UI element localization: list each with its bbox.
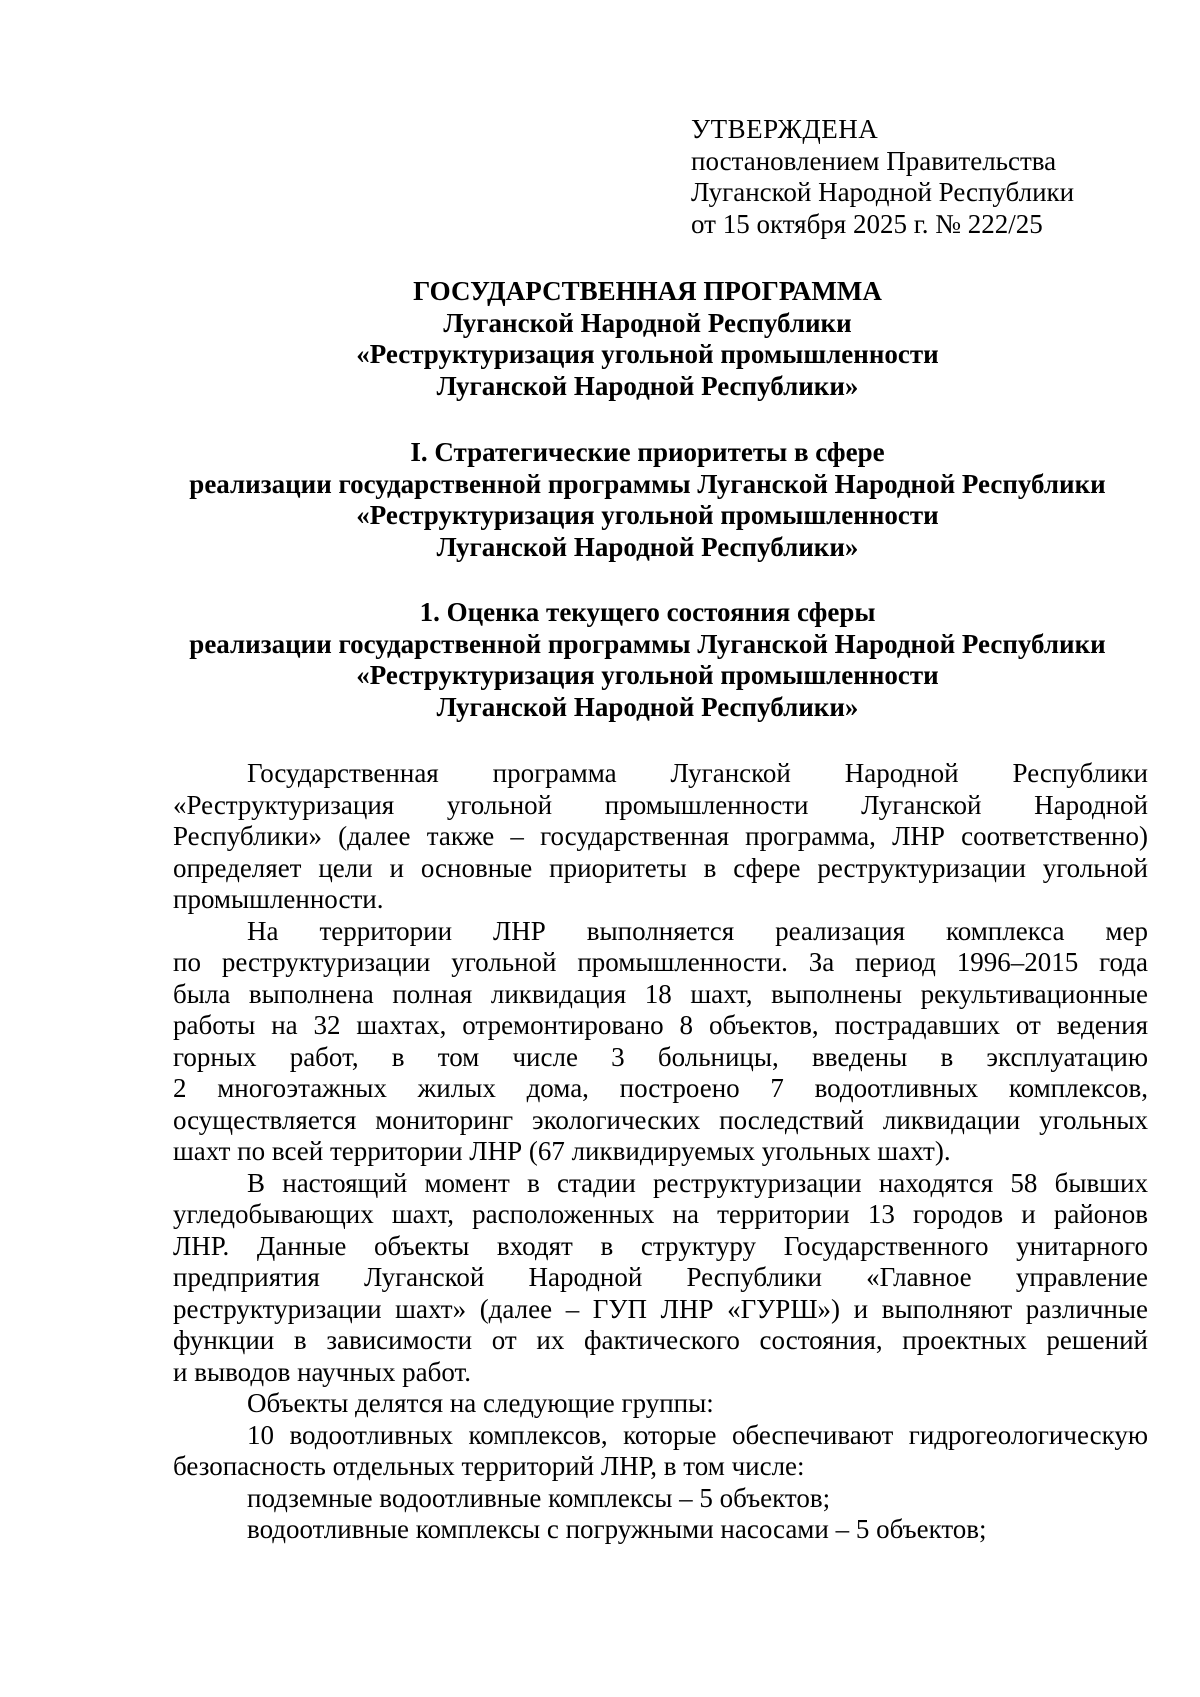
section-title-line: реализации государственной программы Луганской Народной Республики: [189, 468, 1106, 499]
approval-line: постановлением Правительства: [691, 145, 1057, 176]
text-line: угледобывающих шахт, расположенных на территории 13 городов и районов: [173, 1199, 1148, 1229]
text-line: горных работ, в том числе 3 больницы, введены в эксплуатацию: [173, 1041, 1148, 1072]
text-line: Объекты делятся на следующие группы:: [247, 1388, 714, 1418]
text-line: В настоящий момент в стадии реструктуризации находятся 58 бывших: [247, 1167, 1148, 1198]
subsection-title-line: Луганской Народной Республики»: [436, 691, 859, 722]
list-item: [173, 1483, 1148, 1515]
program-title-line: «Реструктуризация угольной промышленности: [356, 339, 939, 369]
subsection-title: [160, 597, 1135, 723]
text-line: осуществляется мониторинг экологических последствий ликвидации угольных: [173, 1104, 1148, 1135]
subsection-title-line: реализации государственной программы Луганской Народной Республики: [189, 628, 1106, 659]
text-line: реструктуризации шахт» (далее – ГУП ЛНР «ГУРШ») и выполняют различные: [173, 1293, 1148, 1324]
program-title-line: ГОСУДАРСТВЕННАЯ ПРОГРАММА: [413, 276, 882, 306]
text-line: определяет цели и основные приоритеты в сфере реструктуризации угольной: [173, 852, 1148, 883]
body-text: [173, 758, 1148, 1546]
paragraph: [173, 1168, 1148, 1389]
text-line: 10 водоотливных комплексов, которые обеспечивают гидрогеологическую: [247, 1419, 1148, 1450]
text-line: промышленности.: [173, 884, 384, 914]
section-title-line: Луганской Народной Республики»: [436, 531, 859, 562]
section-title-line: I. Стратегические приоритеты в сфере: [410, 437, 885, 467]
approval-line: Луганской Народной Республики: [691, 177, 1075, 207]
section-title-line: «Реструктуризация угольной промышленности: [356, 500, 939, 530]
text-line: ЛНР. Данные объекты входят в структуру Государственного унитарного: [173, 1230, 1148, 1261]
text-line: «Реструктуризация угольной промышленности Луганской Народной: [173, 789, 1148, 820]
section-title: [160, 437, 1135, 563]
text-line: по реструктуризации угольной промышленности. За период 1996–2015 года: [173, 947, 1148, 977]
paragraph: [173, 1388, 1148, 1420]
program-title-line: Луганской Народной Республики: [443, 307, 852, 338]
paragraph: [173, 1420, 1148, 1483]
text-line: 2 многоэтажных жилых дома, построено 7 водоотливных комплексов,: [173, 1073, 1148, 1103]
text-line: На территории ЛНР выполняется реализация комплекса мер: [247, 915, 1148, 946]
approval-date-line: от 15 октября 2025 г. № 222/25: [691, 208, 1043, 239]
text-line: безопасность отдельных территорий ЛНР, в том числе:: [173, 1451, 805, 1481]
text-line: Республики» (далее также – государственная программа, ЛНР соответственно): [173, 821, 1148, 851]
approval-stamp: УТВЕРЖДЕНА: [691, 114, 879, 144]
paragraph: [173, 916, 1148, 1168]
subsection-title-line: «Реструктуризация угольной промышленности: [356, 660, 939, 690]
text-line: и выводов научных работ.: [173, 1356, 471, 1387]
paragraph: [173, 758, 1148, 916]
text-line: подземные водоотливные комплексы – 5 объектов;: [247, 1482, 831, 1513]
text-line: водоотливные комплексы с погружными насосами – 5 объектов;: [247, 1514, 987, 1544]
program-title-line: Луганской Народной Республики»: [436, 370, 859, 401]
list-item: [173, 1514, 1148, 1546]
text-line: работы на 32 шахтах, отремонтировано 8 объектов, пострадавших от ведения: [173, 1010, 1148, 1040]
text-line: шахт по всей территории ЛНР (67 ликвидируемых угольных шахт).: [173, 1136, 951, 1166]
text-line: функции в зависимости от их фактического состояния, проектных решений: [173, 1325, 1148, 1355]
text-line: предприятия Луганской Народной Республики «Главное управление: [173, 1262, 1148, 1292]
text-line: Государственная программа Луганской Народной Республики: [247, 758, 1148, 788]
text-line: была выполнена полная ликвидация 18 шахт, выполнены рекультивационные: [173, 978, 1148, 1009]
program-title: [160, 276, 1135, 402]
approval-block: [691, 114, 1074, 240]
subsection-title-line: 1. Оценка текущего состояния сферы: [419, 597, 876, 627]
